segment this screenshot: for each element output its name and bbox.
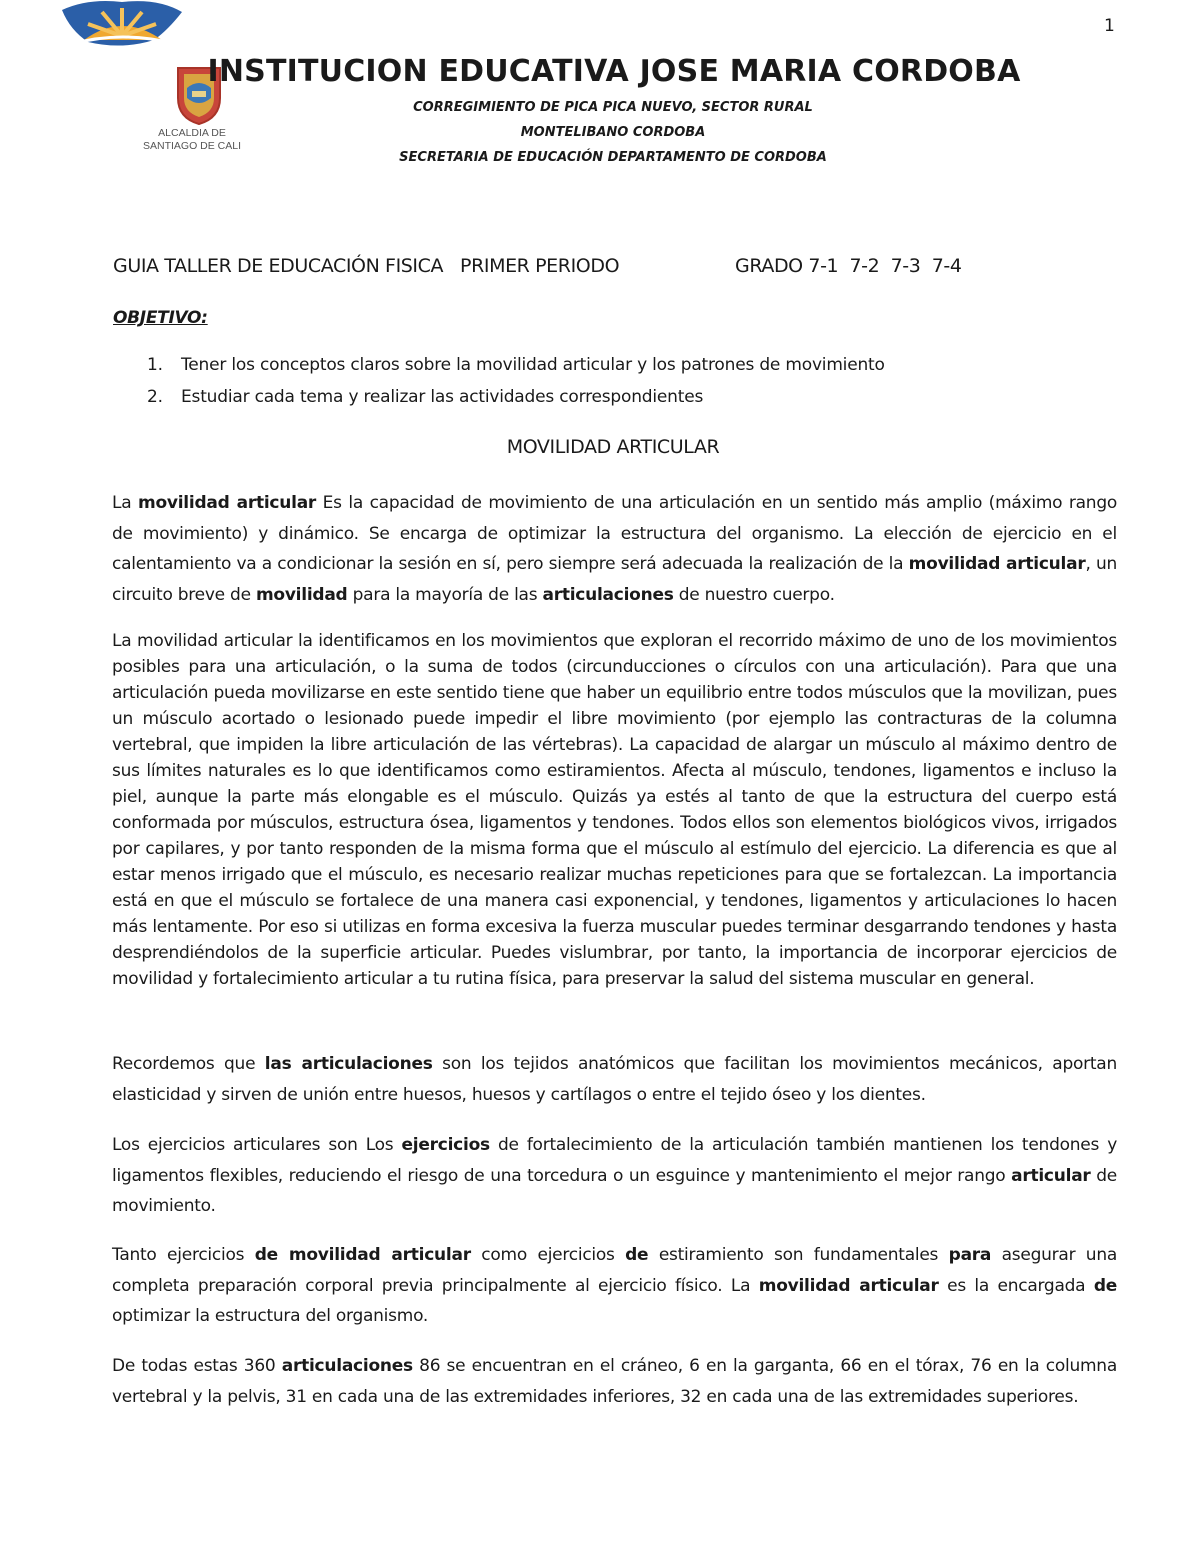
institution-name: INSTITUCION EDUCATIVA JOSE MARIA CORDOBA <box>207 54 1021 89</box>
guide-title-row <box>113 255 1013 277</box>
text-run: La <box>112 493 138 513</box>
bold-term: articulaciones <box>281 1356 413 1376</box>
text-run: es la encargada <box>938 1275 1094 1296</box>
bold-term: ejercicios <box>401 1135 490 1155</box>
bold-term: movilidad articular <box>908 554 1086 574</box>
text-run: para la mayoría de las <box>347 584 543 605</box>
guide-title: GUIA TALLER DE EDUCACIÓN FISICA PRIMER PERIODO <box>113 255 620 277</box>
text-run: Recordemos que <box>112 1054 265 1074</box>
text-run: Los ejercicios articulares son Los <box>112 1135 402 1155</box>
paragraph-360-articulaciones <box>112 1351 1117 1412</box>
header-line-3: SECRETARIA DE EDUCACIÓN DEPARTAMENTO DE CORDOBA <box>399 150 827 165</box>
paragraph-articulaciones <box>112 1049 1117 1110</box>
bold-term: movilidad <box>255 584 348 605</box>
paragraph-movilidad-definition <box>112 488 1117 610</box>
page-number: 1 <box>1104 16 1115 36</box>
text-run: asegurar una completa preparación corporal previa principalmente al ejercicio físico. La <box>112 1245 1118 1296</box>
header-line-2: MONTELIBANO CORDOBA <box>520 125 706 140</box>
text-run: de movimiento. <box>112 1165 1117 1216</box>
objective-item <box>113 355 885 387</box>
objective-heading: OBJETIVO: <box>113 308 208 328</box>
sun-logo <box>58 0 186 48</box>
paragraph-text: La movilidad articular la identificamos en los movimientos que exploran el recorrido máximo de uno de los movimientos posibles para una articulación, o la suma de todos (circunducciones o círculos con una articulación). Para que una articulación pueda movilizarse en este sentido tiene que haber un equilibrio entre todos músculos que la movilizan, pues un músculo acortado o lesionado puede impedir el libre movimiento (por ejemplo las contracturas de la columna vertebral, que impiden la libre articulación de las vértebras). La capacidad de alargar un músculo al máximo dentro de sus límites naturales es lo que identificamos como estiramientos. Afecta al músculo, tendones, ligamentos e incluso la piel, aunque la parte más elongable es el músculo. Quizás ya estés al tanto de que la estructura del cuerpo está conformada por músculos, estructura ósea, ligamentos y tendones. Todos ellos son elementos biológicos vivos, irrigados por capilares, y por tanto responden de la misma forma que el músculo al estímulo del ejercicio. La diferencia es que al estar menos irrigado que el músculo, es necesario realizar muchas repeticiones para que se fortalezcan. La importancia está en que el músculo se fortalece de una manera casi exponencial, y tendones, ligamentos y articulaciones lo hacen más lentamente. Por eso si utilizas en forma excesiva la fuerza muscular puedes terminar desgarrando tendones y hasta desprendiéndolos de la superficie articular. Puedes vislumbrar, por tanto, la importancia de incorporar ejercicios de movilidad y fortalecimiento articular a tu rutina física, para preservar la salud del sistema muscular en general. <box>112 631 1117 989</box>
bold-term: de movilidad articular <box>254 1245 471 1265</box>
text-run: , un circuito breve de <box>112 554 1118 605</box>
bold-term: para <box>948 1245 992 1265</box>
text-run: Es la capacidad de movimiento de una articulación en un sentido más amplio (máximo rango de movimiento) y dinámico. Se encarga de optimizar la estructura del organismo. La elección de ejercicio en el calentamiento va a condicionar la sesión en sí, pero siempre será adecuada la realización de la <box>112 493 1118 574</box>
bold-term: las articulaciones <box>264 1054 433 1074</box>
header-line-1: CORREGIMIENTO DE PICA PICA NUEVO, SECTOR RURAL <box>413 100 813 115</box>
text-run: como ejercicios <box>470 1245 626 1265</box>
bold-term: de <box>1093 1275 1118 1296</box>
text-run: Tanto ejercicios <box>112 1245 255 1265</box>
text-run: 86 se encuentran en el cráneo, 6 en la garganta, 66 en el tórax, 76 en la columna vertebral y la pelvis, 31 en cada una de las extremidades inferiores, 32 en cada una de las extremidades superiores. <box>112 1356 1118 1407</box>
text-run: son los tejidos anatómicos que facilitan los movimientos mecánicos, aportan elasticidad y sirven de unión entre huesos, huesos y cartílagos o entre el tejido óseo y los dientes. <box>112 1054 1117 1105</box>
objective-text: Estudiar cada tema y realizar las actividades correspondientes <box>181 387 704 407</box>
objective-item <box>113 387 885 419</box>
objective-number: 1. <box>147 355 163 375</box>
paragraph-ejercicios-articulares <box>112 1130 1117 1222</box>
objective-text: Tener los conceptos claros sobre la movilidad articular y los patrones de movimiento <box>181 355 885 375</box>
text-run: de nuestro cuerpo. <box>673 584 835 605</box>
bold-term: de <box>625 1245 649 1265</box>
grade-label: GRADO 7-1 7-2 7-3 7-4 <box>735 255 962 277</box>
bold-term: movilidad articular <box>138 493 317 513</box>
bold-term: articular <box>1011 1165 1091 1186</box>
paragraph-movilidad-explanation <box>112 628 1117 992</box>
text-run: De todas estas 360 <box>112 1356 282 1376</box>
text-run: de fortalecimiento de la articulación también mantienen los tendones y ligamentos flexibles, reduciendo el riesgo de una torcedura o un esguince y mantenimiento el mejor rango <box>112 1135 1117 1186</box>
objectives-list <box>113 355 885 419</box>
crest-caption-line1: ALCALDIA DE <box>158 127 226 139</box>
crest-caption-line2: SANTIAGO DE CALI <box>142 140 242 152</box>
objective-number: 2. <box>147 387 163 407</box>
section-title: MOVILIDAD ARTICULAR <box>506 436 720 458</box>
text-run: optimizar la estructura del organismo. <box>112 1306 429 1326</box>
bold-term: movilidad articular <box>758 1275 939 1296</box>
text-run: estiramiento son fundamentales <box>648 1245 949 1265</box>
bold-term: articulaciones <box>542 584 674 605</box>
paragraph-ejercicios-estiramiento <box>112 1240 1117 1332</box>
